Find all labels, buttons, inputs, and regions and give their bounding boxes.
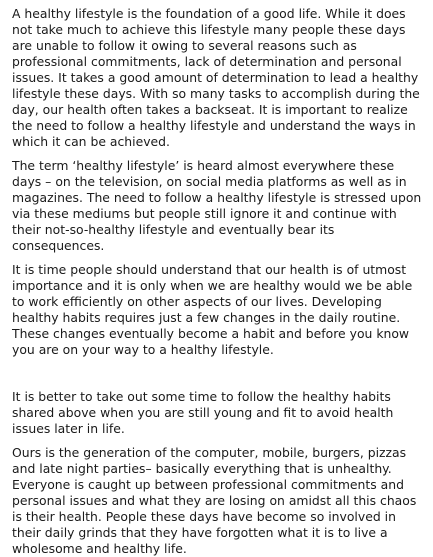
paragraph-advice: It is better to take out some time to follow the healthy habits shared above when you are still young and fit to avoid health issues later in life. bbox=[12, 389, 394, 436]
paragraph-importance: It is time people should understand that our health is of utmost importance and it is only when we are healthy would we be able to work efficiently on other aspects of our lives. Developing healthy habits requires just a few changes in the daily routine. These changes eventually become a habit and before you know you are on your way to a healthy lifestyle. bbox=[12, 262, 413, 357]
paragraph-intro: A healthy lifestyle is the foundation of a good life. While it does not take much to achieve this lifestyle many people these days are unable to follow it owing to several reasons such as professional commitments, lack of determination and personal issues. It takes a good amount of determination to lead a healthy lifestyle these days. With so many tasks to accomplish during the day, our health often takes a backseat. It is important to realize the need to follow a healthy lifestyle and understand the ways in which it can be achieved. bbox=[12, 6, 420, 149]
paragraph-term: The term ‘healthy lifestyle’ is heard almost everywhere these days – on the television, on social media platforms as well as in magazines. The need to follow a healthy lifestyle is stressed upon via these mediums but people still ignore it and continue with their not-so-healthy lifestyle and eventually bear its consequences. bbox=[12, 158, 422, 253]
paragraph-generation: Ours is the generation of the computer, mobile, burgers, pizzas and late night parties– basically everything that is unhealthy. Everyone is caught up between professional commitments and personal issues and what they are losing on amidst all this chaos is their health. People these days have become so involved in their daily grinds that they have forgotten what it is to live a wholesome and healthy life. bbox=[12, 445, 417, 556]
